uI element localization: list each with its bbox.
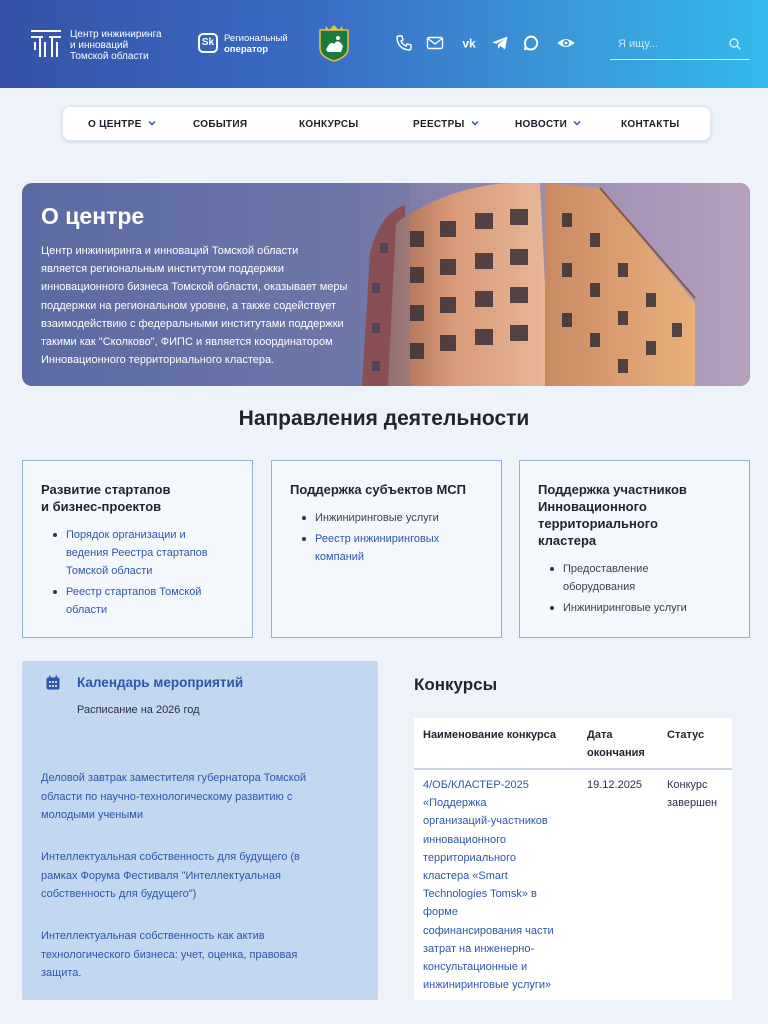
sk-logo-icon[interactable]: Sk [198,33,218,53]
list-item-link[interactable]: Реестр инжиниринговых компаний [315,530,485,566]
card-title[interactable]: Поддержка субъектов МСП [290,482,467,497]
direction-card-cluster [519,460,750,638]
eye-icon[interactable] [556,33,576,53]
direction-card-startups [22,460,253,638]
building-photo [350,183,750,386]
contest-end-date: 19.12.2025 [587,779,643,791]
calendar-icon [45,675,61,691]
column-header-date: Дата окончания [587,729,645,759]
list-item: Предоставление оборудования [563,560,733,596]
contests-title: Конкурсы [414,675,498,694]
card-title[interactable]: Поддержка участников Инновационного территориального кластера [538,482,687,548]
hero-description: Центр инжиниринга и инноваций Томской области является региональным институтом поддержки инновационного бизнеса Томской области, оказывает меры поддержки на региональном уровне, а также содействует взаимодействию с федеральными институтами поддержки такими как "Сколково", ФИПС и является координатором Инновационного территориального кластера. [41,245,348,367]
nav-item-events[interactable]: СОБЫТИЯ [193,119,248,130]
list-item: Инжиниринговые услуги [563,599,733,617]
search-input[interactable] [610,32,720,56]
regional-operator-text[interactable]: Региональный оператор [224,33,288,55]
calendar-subtitle: Расписание на 2026 год [77,704,200,716]
phone-icon[interactable] [394,33,414,53]
chevron-down-icon [573,119,581,127]
svg-text:vk: vk [462,36,476,51]
contests-table [414,718,732,1000]
list-item: Инжиниринговые услуги [315,509,485,527]
center-logo-icon[interactable] [30,28,62,58]
nav-item-contacts[interactable]: КОНТАКТЫ [621,119,680,130]
nav-item-about[interactable]: О ЦЕНТРЕ [88,107,156,142]
table-header-divider [414,768,732,770]
nav-item-news[interactable]: НОВОСТИ [515,107,581,142]
mail-icon[interactable] [425,33,445,53]
center-logo-text[interactable]: Центр инжиниринга и инноваций Томской области [70,29,162,62]
list-item-link[interactable]: Реестр стартапов Томской области [66,583,236,619]
card-list [66,526,236,622]
about-hero-banner [22,183,750,386]
column-header-status: Статус [667,729,705,741]
direction-card-sme [271,460,502,638]
event-link[interactable]: Интеллектуальная собственность как актив технологического бизнеса: учет, оценка, правовая защита. [41,930,298,979]
coat-of-arms-icon [316,24,352,62]
nav-item-contests[interactable]: КОНКУРСЫ [299,119,359,130]
list-item-link[interactable]: Порядок организации и ведения Реестра стартапов Томской области [66,526,236,580]
card-list [315,509,485,569]
search-box [610,32,750,60]
main-nav [62,106,711,141]
telegram-icon[interactable] [490,33,510,53]
calendar-title[interactable]: Календарь мероприятий [77,675,244,690]
nav-item-registries[interactable]: РЕЕСТРЫ [413,107,479,142]
directions-title: Направления деятельности [238,407,530,430]
site-header [0,0,768,88]
hero-title: О центре [41,203,145,229]
search-icon[interactable] [728,37,742,51]
vk-icon[interactable] [459,33,479,53]
card-title[interactable]: Развитие стартапов и бизнес-проектов [41,482,171,514]
event-link[interactable]: Интеллектуальная собственность для будущего (в рамках Форума Фестиваля "Интеллектуальная собственность для будущего") [41,851,300,900]
chevron-down-icon [148,119,156,127]
max-icon[interactable] [521,33,541,53]
chevron-down-icon [471,119,479,127]
contest-name-link[interactable]: 4/ОБ/КЛАСТЕР-2025 «Поддержка организаций-участников инновационного территориального кластера «Smart Technologies Tomsk» в форме софинансирования части затрат на инженерно- консультационные и инжиниринговые услуги» [423,779,554,992]
card-list [563,560,733,620]
column-header-name: Наименование конкурса [423,729,557,741]
events-calendar-panel [22,661,378,1000]
event-link[interactable]: Деловой завтрак заместителя губернатора Томской области по научно-технологическому развитию с молодыми учеными [41,772,306,821]
contest-status: Конкурс завершен [667,779,718,810]
